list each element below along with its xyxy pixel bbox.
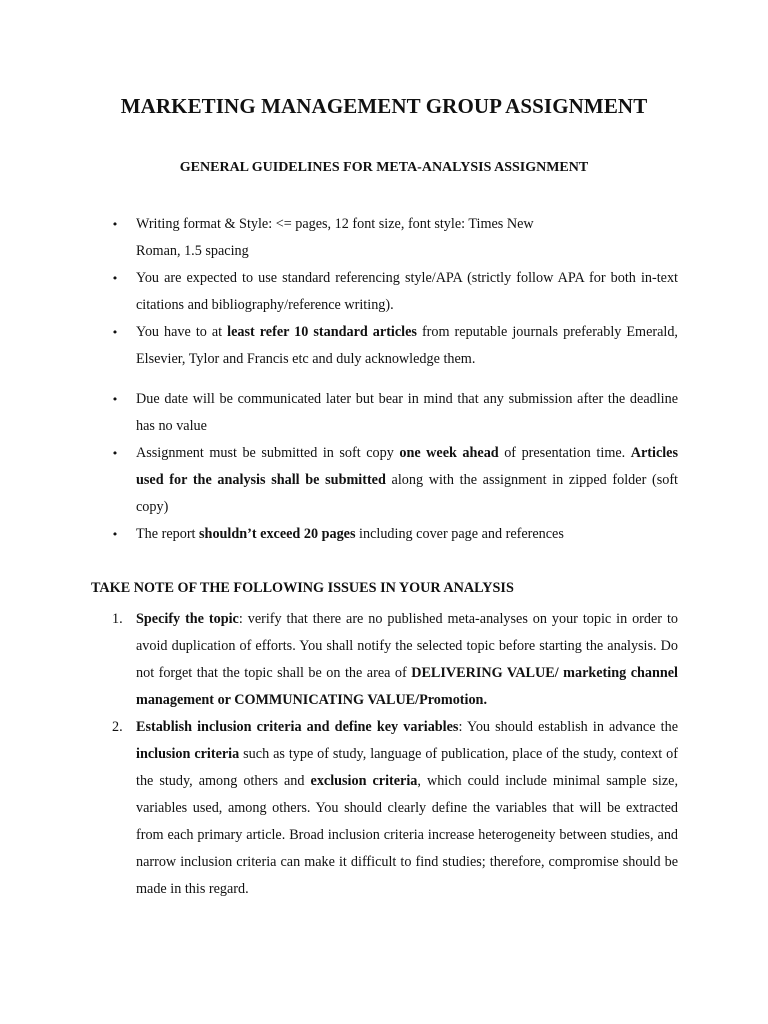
section-heading: TAKE NOTE OF THE FOLLOWING ISSUES IN YOUR ANALYSIS [91, 580, 514, 596]
analysis-issues-list [110, 606, 678, 903]
list-item-text: Due date will be communicated later but bear in mind that any submission after the deadline has no value [136, 391, 678, 434]
item-text: : You should establish in advance the [458, 719, 678, 735]
page-subtitle: GENERAL GUIDELINES FOR META-ANALYSIS ASSIGNMENT [179, 160, 589, 175]
list-item [110, 265, 678, 319]
item-emphasis: inclusion criteria [136, 746, 240, 762]
list-item [110, 440, 678, 521]
bullet-icon: • [111, 272, 119, 285]
list-item-text: You are expected to use standard referencing style/APA (strictly follow APA for both in-text citations and bibliography/reference writing). [136, 270, 678, 313]
list-item-emphasis: shouldn’t exceed 20 pages [199, 526, 356, 542]
item-lead: Specify the topic [136, 611, 239, 627]
list-item-emphasis: one week ahead [399, 445, 499, 461]
item-lead: Establish inclusion criteria and define key variables [136, 719, 459, 735]
list-item-text: from reputable journals preferably Emerald, Elsevier, Tylor and Francis etc and duly acknowledge them. [136, 324, 678, 367]
numbered-item [110, 714, 678, 903]
item-number: 1. [112, 611, 123, 627]
bullet-icon: • [111, 447, 119, 460]
bullet-icon: • [111, 326, 119, 339]
list-item-text: of presentation time. [498, 445, 631, 461]
list-item-text: Assignment must be submitted in soft copy [136, 445, 400, 461]
item-text: : verify that there are no published meta-analyses on your topic in order to avoid duplication of efforts. You shall notify the selected topic before starting the analysis. Do not forget that the topic shall be on the area of [136, 611, 678, 681]
list-item-text: Writing format & Style: <= pages, 12 font size, font style: Times New [136, 216, 534, 232]
item-text: , which could include minimal sample size, variables used, among others. You should clearly define the variables that will be extracted from each primary article. Broad inclusion criteria increase heterogeneity between studies, and narrow inclusion criteria can make it difficult to find studies; therefore, compromise should be made in this regard. [136, 773, 679, 897]
list-item-text: along with the assignment in zipped folder (soft copy) [136, 472, 678, 515]
list-item [110, 521, 678, 548]
bullet-icon: • [111, 218, 119, 231]
item-emphasis: exclusion criteria [310, 773, 418, 789]
page-title: MARKETING MANAGEMENT GROUP ASSIGNMENT [120, 94, 648, 118]
list-item-text: The report [136, 526, 200, 542]
guidelines-list [110, 211, 678, 548]
item-number: 2. [112, 719, 123, 735]
list-item-emphasis: Articles used for the analysis shall be submitted [136, 445, 679, 488]
item-text: such as type of study, language of publication, place of the study, context of the study, among others and [136, 746, 678, 789]
list-item-emphasis: least refer 10 standard articles [227, 324, 417, 340]
list-item-text: You have to at [136, 324, 228, 340]
numbered-item [110, 606, 678, 714]
list-item [110, 211, 678, 265]
bullet-icon: • [111, 393, 119, 406]
list-item-text: Roman, 1.5 spacing [136, 243, 249, 259]
list-item [110, 319, 678, 373]
list-item-text: including cover page and references [355, 526, 564, 542]
list-item [110, 386, 678, 440]
bullet-icon: • [111, 528, 119, 541]
item-emphasis: DELIVERING VALUE/ marketing channel management or COMMUNICATING VALUE/Promotion. [136, 665, 678, 708]
